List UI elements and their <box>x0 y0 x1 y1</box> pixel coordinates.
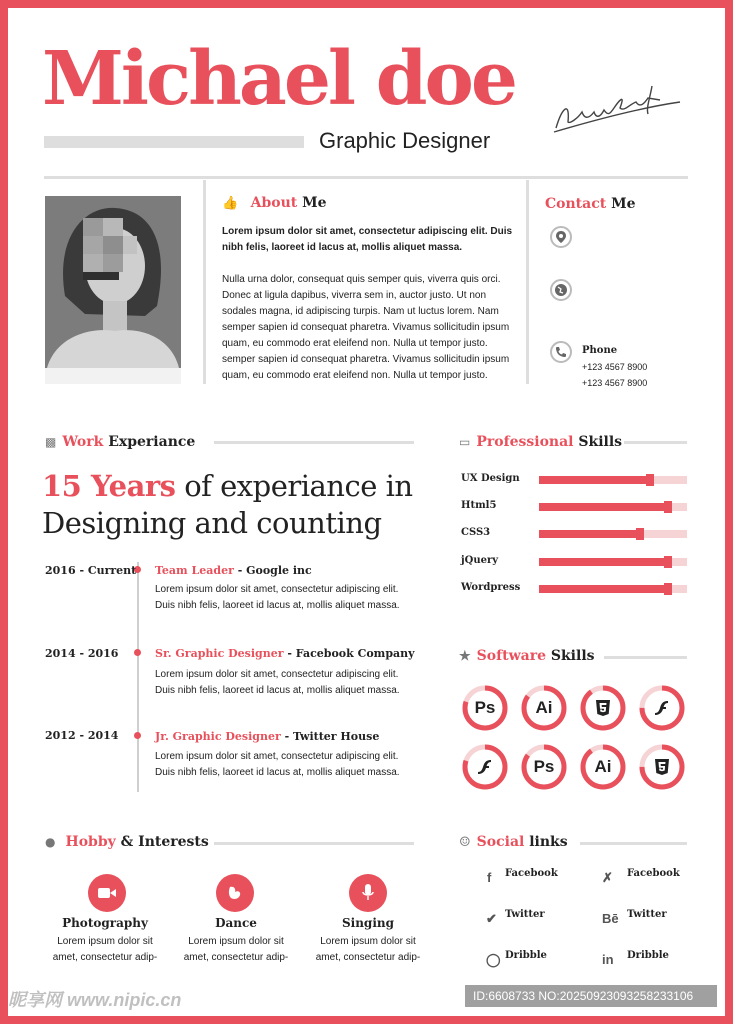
skill-label: jQuery <box>461 555 499 566</box>
facebook-icon[interactable]: f <box>487 870 492 885</box>
microphone-icon <box>349 874 387 912</box>
software-skill-ring <box>579 684 627 732</box>
job-description: Lorem ipsum dolor sit amet, consectetur adipiscing elit. Duis nibh felis, laoreet id lacus at, mollis aliquet massa. <box>155 751 400 778</box>
person-name: Michael doe <box>42 36 515 122</box>
job-title-line <box>155 647 415 660</box>
job-title-line <box>155 564 312 577</box>
social-title-accent: Social <box>476 834 525 850</box>
work-heading <box>45 434 195 450</box>
job-years: 2014 - 2016 <box>45 647 119 660</box>
skill-bar-knob <box>664 556 672 568</box>
social-link[interactable]: Facebook <box>627 868 680 879</box>
name-underline <box>44 136 304 148</box>
skill-bar-knob <box>664 501 672 513</box>
html5-icon <box>579 684 627 732</box>
timeline-line <box>137 562 139 792</box>
phone-label: Phone <box>582 345 618 356</box>
job-company: Google inc <box>246 564 312 577</box>
header-divider <box>44 176 688 179</box>
section-rule <box>580 842 687 845</box>
resume-page <box>8 8 725 1016</box>
contact-title-rest: Me <box>611 196 636 212</box>
job-title: Team Leader <box>155 564 234 577</box>
contact-title-accent: Contact <box>545 196 607 212</box>
job-description: Lorem ipsum dolor sit amet, consectetur adipiscing elit. Duis nibh felis, laoreet id lacus at, mollis aliquet massa. <box>155 669 400 696</box>
hobby-title-rest: & Interests <box>120 834 209 850</box>
profile-photo <box>45 196 181 384</box>
software-label: Ps <box>533 757 555 776</box>
skill-bar-knob <box>646 474 654 486</box>
watermark-right: ID:6608733 NO:20250923093258233106 <box>465 985 717 1007</box>
job-separator: - <box>280 730 293 743</box>
experience-headline <box>42 468 413 542</box>
software-title-accent: Software <box>476 648 546 664</box>
skill-label: UX Design <box>461 473 520 484</box>
phone-icon <box>550 341 572 363</box>
section-rule <box>214 441 414 444</box>
video-camera-icon <box>88 874 126 912</box>
briefcase-icon: ▩ <box>45 435 57 449</box>
html5-icon <box>638 743 686 791</box>
timeline-dot <box>134 732 141 739</box>
software-label: Ai <box>594 757 612 776</box>
skill-bar-fill <box>539 530 640 538</box>
job-company: Facebook Company <box>295 647 415 660</box>
hobby-name: Photography <box>62 916 148 930</box>
skill-bar <box>539 585 687 593</box>
job-separator: - <box>233 564 247 577</box>
flash-icon <box>638 684 686 732</box>
hobby-name: Singing <box>341 916 394 930</box>
software-skill-ring <box>579 743 627 791</box>
skill-bar <box>539 530 687 538</box>
software-skill-ring <box>638 684 686 732</box>
software-label: Ps <box>474 698 496 717</box>
behance-icon[interactable]: Bē <box>602 911 619 926</box>
job-years: 2016 - Current <box>45 564 137 577</box>
software-skill-ring <box>461 743 509 791</box>
contact-heading <box>545 196 635 212</box>
skill-label: Html5 <box>461 500 497 511</box>
pro-skills-title-rest: Skills <box>578 434 623 450</box>
social-link[interactable]: Dribble <box>627 950 669 961</box>
pro-skills-title-accent: Professional <box>476 434 574 450</box>
social-title-rest: links <box>529 834 568 850</box>
hobby-name: Dance <box>215 916 257 930</box>
hobby-description: Lorem ipsum dolor sit amet, consectetur adip- <box>315 936 421 963</box>
headline-line-1: of experiance in <box>175 469 413 503</box>
star-icon: ★ <box>459 649 471 664</box>
phone-number-1[interactable]: +123 4567 8900 <box>582 362 648 372</box>
social-link[interactable]: Twitter <box>627 909 667 920</box>
work-title-accent: Work <box>62 434 104 450</box>
job-separator: - <box>283 647 296 660</box>
skill-bar <box>539 558 687 566</box>
deviantart-icon[interactable]: ✗ <box>602 870 613 885</box>
thumbs-up-icon: 👍 <box>222 195 239 210</box>
skill-bar-fill <box>539 503 668 511</box>
work-title-rest: Experiance <box>108 434 196 450</box>
skill-bar-fill <box>539 585 668 593</box>
job-title: Jr. Graphic Designer <box>155 730 281 743</box>
about-title-rest: Me <box>302 195 327 211</box>
software-title-rest: Skills <box>550 648 595 664</box>
social-heading <box>459 834 568 850</box>
linkedin-icon[interactable]: in <box>602 952 614 967</box>
skill-bar <box>539 503 687 511</box>
phone-number-2[interactable]: +123 4567 8900 <box>582 378 648 388</box>
column-divider <box>203 180 206 384</box>
social-link[interactable]: Twitter <box>505 909 545 920</box>
skill-bar-knob <box>636 528 644 540</box>
software-skill-ring <box>520 684 568 732</box>
flash-icon <box>461 743 509 791</box>
about-lead: Lorem ipsum dolor sit amet, consectetur adipiscing elit. Duis nibh felis, laoreet id lacus at, mollis aliquet massa. <box>222 226 513 253</box>
location-pin-icon: ● <box>45 835 56 849</box>
hobby-description: Lorem ipsum dolor sit amet, consectetur adip- <box>52 936 158 963</box>
skill-bar-fill <box>539 476 650 484</box>
skill-bar-knob <box>664 583 672 595</box>
section-rule <box>604 656 687 659</box>
skill-label: Wordpress <box>461 582 521 593</box>
dance-icon <box>216 874 254 912</box>
job-role: Graphic Designer <box>319 128 491 153</box>
about-body: Nulla urna dolor, consequat quis semper quis, viverra quis orci. Donec at ligula dapibus, viverra sem in, auctor justo. Ut non sodales magna, id adipiscing turpis. Nam ut luctus lorem. Nam semper sapien id consequat pharetra. Vivamus sollicitudin ipsum quam, eu commodo erat eleifend non. Nulla ut tempor justo. semper sapien id consequat pharetra. Vivamus sollicitudin ipsum quam, eu commodo erat eleifend non. Nulla ut tempor justo. <box>222 274 510 381</box>
timeline-dot <box>134 649 141 656</box>
section-rule <box>214 842 414 845</box>
section-rule <box>624 441 687 444</box>
monitor-icon: ▭ <box>459 435 471 449</box>
social-link[interactable]: Facebook <box>505 868 558 879</box>
software-heading <box>459 648 595 664</box>
about-title-accent: About <box>250 195 298 211</box>
dribbble-icon[interactable]: ◯ <box>486 952 501 967</box>
job-title-line <box>155 730 379 743</box>
hobby-title-accent: Hobby <box>65 834 116 850</box>
job-title: Sr. Graphic Designer <box>155 647 284 660</box>
hobby-heading <box>45 834 209 850</box>
hobby-description: Lorem ipsum dolor sit amet, consectetur adip- <box>183 936 289 963</box>
software-skill-ring <box>520 743 568 791</box>
social-link[interactable]: Dribble <box>505 950 547 961</box>
skill-label: CSS3 <box>461 527 491 538</box>
pro-skills-heading <box>459 434 622 450</box>
software-skill-ring <box>638 743 686 791</box>
headline-line-2: Designing and counting <box>42 506 382 540</box>
twitter-icon[interactable]: ✔ <box>486 911 497 926</box>
smiley-icon: ☺ <box>459 835 471 850</box>
job-company: Twitter House <box>293 730 380 743</box>
signature-image <box>548 78 688 138</box>
about-heading <box>222 194 327 212</box>
watermark-left: 昵享网 www.nipic.cn <box>8 990 182 1010</box>
skill-bar-fill <box>539 558 668 566</box>
job-description: Lorem ipsum dolor sit amet, consectetur adipiscing elit. Duis nibh felis, laoreet id lacus at, mollis aliquet massa. <box>155 584 400 611</box>
software-skill-ring <box>461 684 509 732</box>
column-divider <box>526 180 529 384</box>
globe-icon <box>550 279 572 301</box>
job-years: 2012 - 2014 <box>45 729 119 742</box>
software-label: Ai <box>535 698 553 717</box>
skill-bar <box>539 476 687 484</box>
location-pin-icon <box>550 226 572 248</box>
headline-years: 15 Years <box>42 469 176 503</box>
